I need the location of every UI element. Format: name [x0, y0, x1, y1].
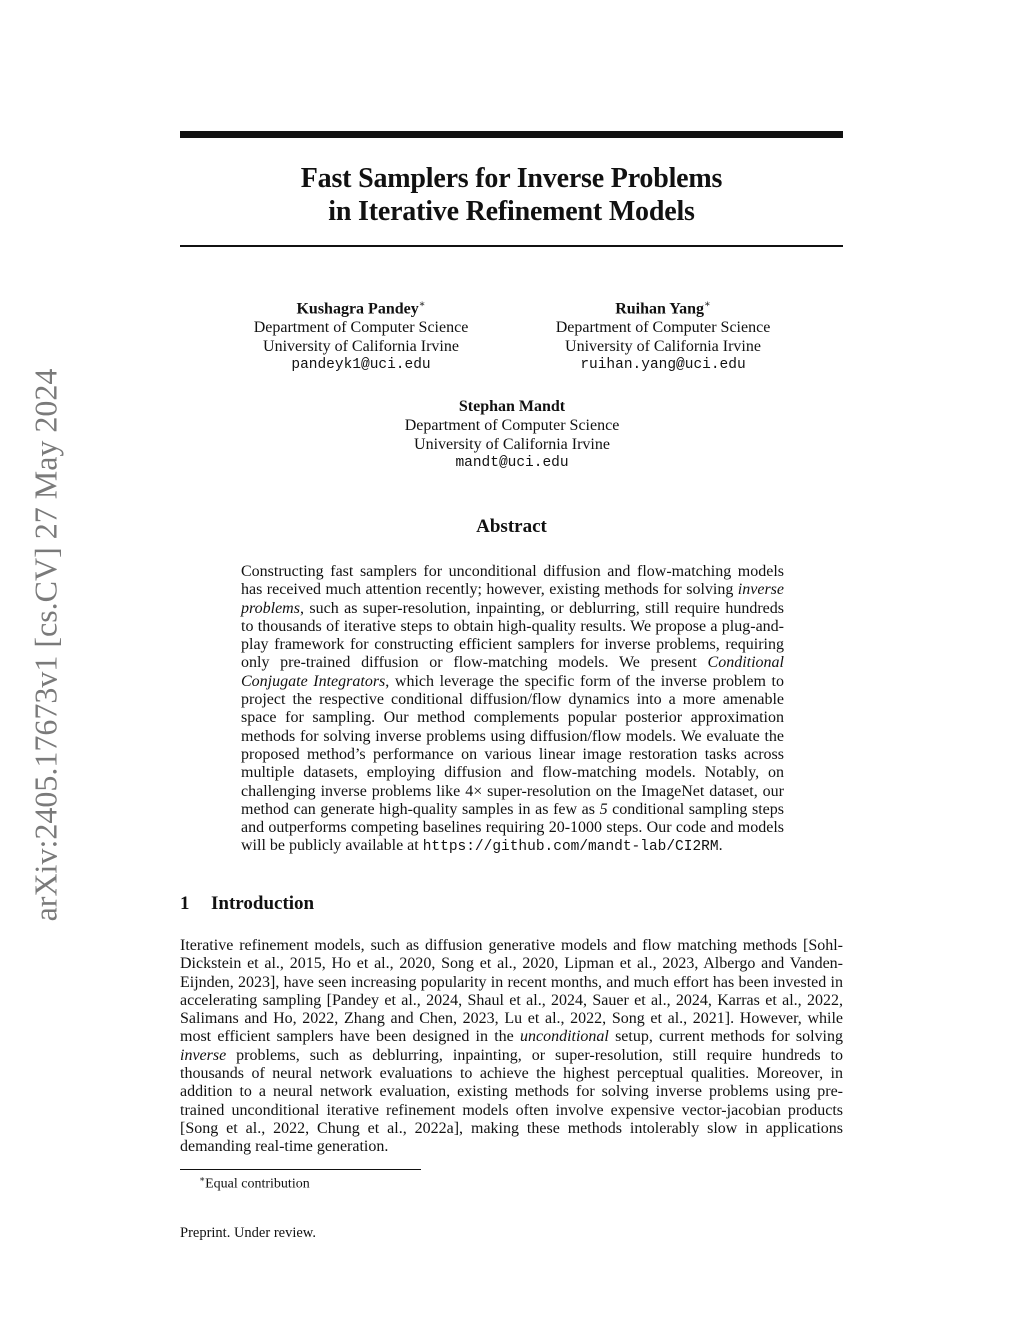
section-heading-introduction: 1 Introduction	[180, 893, 315, 914]
footnote: ∗Equal contribution	[199, 1174, 310, 1192]
author-name: Ruihan Yang∗	[615, 299, 711, 318]
author-department: Department of Computer Science	[404, 417, 620, 434]
arxiv-stamp: arXiv:2405.17673v1 [cs.CV] 27 May 2024	[27, 368, 64, 922]
author-department: Department of Computer Science	[555, 319, 771, 337]
introduction-body: Iterative refinement models, such as diffusion generative models and flow matching methods [Sohl-Dickstein et al., 2015, Ho et al., 2020, Song et al., 2020, Lipman et al., 2023, Albergo and Vanden-Eijnden, 2023], have seen increasing popularity in recent months, and much effort has been invested in accelerating sampling [Pandey et al., 2024, Shaul et al., 2024, Sauer et al., 2024, Karras et al., 2022, Salimans and Ho, 2022, Zhang and Chen, 2023, Lu et al., 2022, Song et al., 2021]. However, while most efficient samplers have been designed in the unconditional setup, current methods for solving inverse problems, such as deblurring, inpainting, or super-resolution, still require hundreds to thousands of neural network evaluations to achieve the highest perceptual qualities. Moreover, in addition to a neural network evaluation, existing methods for solving inverse problems using pre-trained unconditional iterative refinement models often involve expensive vector-jacobian products [Song et al., 2022, Chung et al., 2022a], making these methods intolerably slow in applications demanding real-time generation.	[180, 937, 843, 1156]
author-email[interactable]: mandt@uci.edu	[455, 455, 569, 471]
footnote-rule	[180, 1169, 421, 1170]
author-name: Stephan Mandt	[458, 398, 566, 415]
abstract-body: Constructing fast samplers for unconditional diffusion and flow-matching models has received much attention recently; however, existing methods for solving inverse problems, such as super-resolution, inpainting, or deblurring, still require hundreds to thousands of iterative steps to obtain high-quality results. We propose a plug-and-play framework for constructing efficient samplers for inverse problems, requiring only pre-trained diffusion or flow-matching models. We present Conditional Conjugate Integrators, which leverage the specific form of the inverse problem to project the respective conditional diffusion/flow dynamics into a more amenable space for sampling. Our method complements popular posterior approximation methods for solving inverse problems using diffusion/flow models. We evaluate the proposed method’s performance on various linear image restoration tasks across multiple datasets, employing diffusion and flow-matching models. Notably, on challenging inverse problems like 4× super-resolution on the ImageNet dataset, our method can generate high-quality samples in as few as 5 conditional sampling steps and outperforms competing baselines requiring 20-1000 steps. Our code and models will be publicly available at https://github.com/mandt-lab/CI2RM.	[241, 563, 784, 856]
footer-note: Preprint. Under review.	[180, 1225, 316, 1241]
title-bottom-rule	[180, 245, 843, 247]
title-line-2: in Iterative Refinement Models	[328, 196, 695, 227]
code-link[interactable]: https://github.com/mandt-lab/CI2RM	[422, 839, 719, 856]
author-block-1	[230, 295, 492, 375]
author-department: Department of Computer Science	[253, 319, 469, 337]
author-block-3	[381, 397, 643, 473]
author-email[interactable]: pandeyk1@uci.edu	[291, 357, 431, 374]
title-top-rule	[180, 131, 843, 138]
abstract-heading: Abstract	[476, 516, 547, 537]
author-university: University of California Irvine	[414, 436, 610, 453]
title-line-1: Fast Samplers for Inverse Problems	[300, 163, 723, 194]
author-email[interactable]: ruihan.yang@uci.edu	[580, 357, 746, 374]
author-name: Kushagra Pandey∗	[296, 299, 426, 318]
author-university: University of California Irvine	[263, 338, 459, 356]
paper-title	[180, 162, 843, 228]
author-block-2	[532, 295, 794, 375]
author-university: University of California Irvine	[565, 338, 761, 356]
